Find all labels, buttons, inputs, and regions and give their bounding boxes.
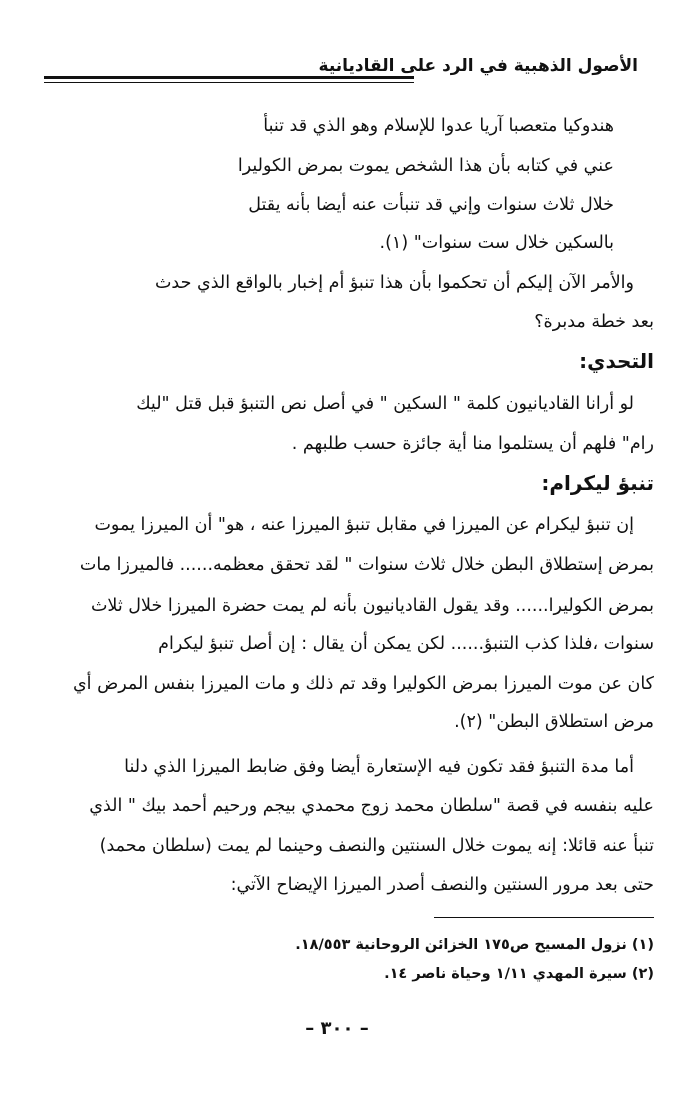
quote-line: خلال ثلاث سنوات وإني قد تنبأت عنه أيضا بأنه يقتل — [248, 195, 614, 215]
page-number: – ٣٠٠ – — [305, 1018, 369, 1039]
section-heading-prophecy: تنبؤ ليكرام: — [541, 471, 654, 495]
paragraph-line: كان عن موت الميرزا بمرض الكوليرا وقد تم ذلك و مات الميرزا بنفس المرض أي — [72, 674, 654, 694]
paragraph-line: حتى بعد مرور السنتين والنصف أصدر الميرزا الإيضاح الآتي: — [230, 875, 654, 895]
header-rule-thick — [44, 76, 414, 79]
paragraph-line: أما مدة التنبؤ فقد تكون فيه الإستعارة أيضا وفق ضابط الميرزا الذي دلنا — [124, 757, 634, 777]
footnote: (٢) سيرة المهدي ١/١١ وحياة ناصر ١٤. — [384, 966, 654, 982]
footnote: (١) نزول المسيح ص١٧٥ الخزائن الروحانية ١٨/٥٥٣. — [295, 937, 654, 953]
footnote-rule — [434, 917, 654, 918]
paragraph-line: عليه بنفسه في قصة "سلطان محمد زوج محمدي بيجم ورحيم أحمد بيك " الذي — [89, 796, 654, 816]
paragraph-line: لو أرانا القاديانيون كلمة " السكين " في أصل نص التنبؤ قبل قتل "ليك — [136, 394, 634, 414]
quote-line: عني في كتابه بأن هذا الشخص يموت بمرض الكوليرا — [237, 156, 614, 176]
paragraph-line: بعد خطة مدبرة؟ — [534, 312, 654, 332]
paragraph-line: تنبأ عنه قائلا: إنه يموت خلال السنتين والنصف وحينما لم يمت (سلطان محمد) — [99, 836, 654, 856]
paragraph-line: رام" فلهم أن يستلموا منا أية جائزة حسب طلبهم . — [291, 434, 654, 454]
header-rule-thin — [44, 82, 414, 83]
section-heading-challenge: التحدي: — [579, 349, 654, 373]
running-title: الأصول الذهبية في الرد على القاديانية — [318, 56, 638, 76]
paragraph-line: سنوات ،فلذا كذب التنبؤ...... لكن يمكن أن يقال : إن أصل تنبؤ ليكرام — [158, 634, 654, 654]
paragraph-line: إن تنبؤ ليكرام عن الميرزا في مقابل تنبؤ الميرزا عنه ، هو" أن الميرزا يموت — [94, 515, 634, 535]
quote-line: هندوكيا متعصبا آريا عدوا للإسلام وهو الذي قد تنبأ — [263, 116, 614, 136]
paragraph-line: بمرض الكوليرا...... وقد يقول القاديانيون بأنه لم يمت حضرة الميرزا خلال ثلاث — [90, 596, 654, 616]
quote-line: بالسكين خلال ست سنوات" (١). — [379, 233, 614, 253]
paragraph-line: مرض استطلاق البطن" (٢). — [454, 712, 654, 732]
paragraph-line: بمرض إستطلاق البطن خلال ثلاث سنوات " لقد تحقق معظمه...... فالميرزا مات — [79, 555, 654, 575]
paragraph-line: والأمر الآن إليكم أن تحكموا بأن هذا تنبؤ أم إخبار بالواقع الذي حدث — [154, 273, 634, 293]
running-header — [24, 56, 644, 82]
